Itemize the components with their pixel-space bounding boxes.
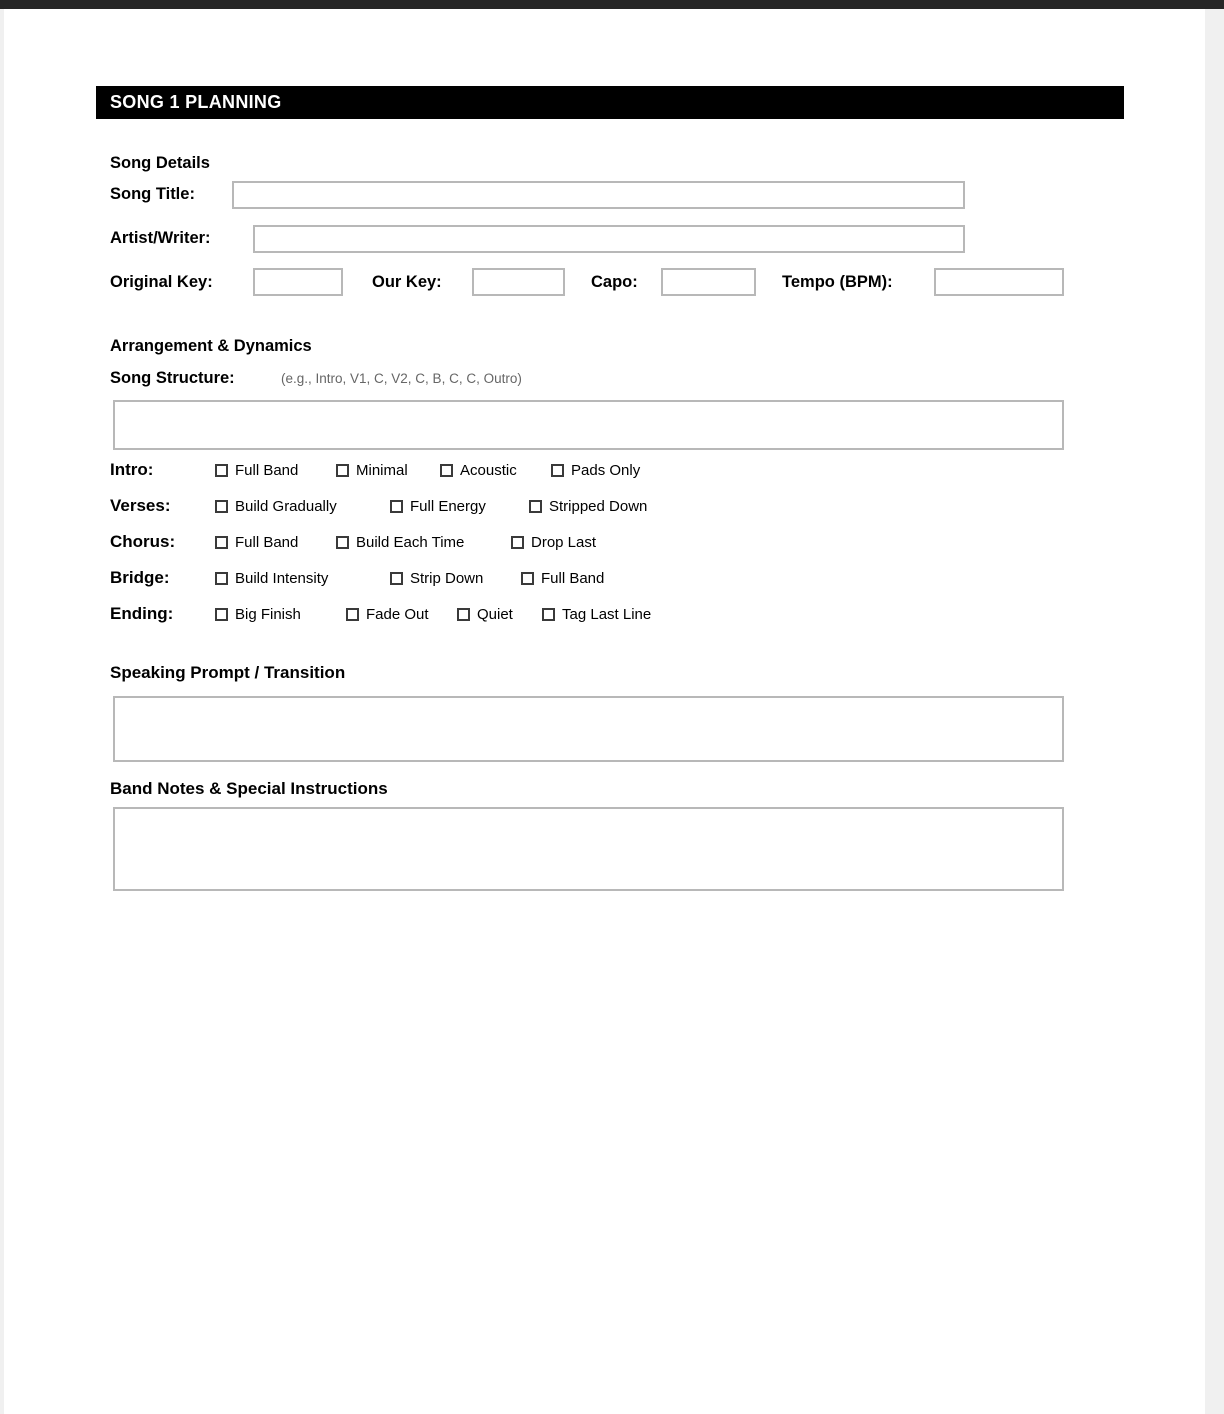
checkbox-row-chorus	[110, 531, 597, 553]
checkbox-option[interactable]	[511, 531, 596, 553]
speaking-prompt-heading: Speaking Prompt / Transition	[110, 663, 346, 682]
artist-writer-label: Artist/Writer:	[110, 229, 211, 247]
checkbox-option-label: Full Band	[235, 533, 299, 551]
checkbox-option[interactable]	[529, 495, 647, 517]
checkbox-option[interactable]	[346, 603, 429, 625]
checkbox-option[interactable]	[215, 603, 301, 625]
checkbox-icon[interactable]	[346, 608, 359, 621]
checkbox-option[interactable]	[521, 567, 604, 589]
song-title-label: Song Title:	[110, 185, 195, 203]
checkbox-row-verses	[110, 495, 648, 517]
checkbox-icon[interactable]	[215, 500, 228, 513]
checkbox-row-label: Verses:	[110, 496, 171, 515]
original-key-input[interactable]	[253, 268, 343, 296]
our-key-input[interactable]	[472, 268, 565, 296]
checkbox-option[interactable]	[215, 459, 298, 481]
page-sheet	[4, 9, 1205, 1414]
checkbox-option[interactable]	[215, 531, 298, 553]
checkbox-icon[interactable]	[551, 464, 564, 477]
checkbox-option-label: Fade Out	[366, 605, 429, 623]
checkbox-option-label: Pads Only	[571, 461, 641, 479]
checkbox-option-label: Minimal	[356, 461, 408, 479]
checkbox-icon[interactable]	[336, 536, 349, 549]
checkbox-option-label: Full Energy	[410, 497, 486, 515]
checkbox-option[interactable]	[215, 495, 337, 517]
checkbox-option-label: Build Each Time	[356, 533, 465, 551]
checkbox-icon[interactable]	[215, 572, 228, 585]
checkbox-option-label: Full Band	[541, 569, 605, 587]
checkbox-option-label: Stripped Down	[549, 497, 648, 515]
checkbox-icon[interactable]	[529, 500, 542, 513]
section-header-bar	[96, 86, 1124, 119]
tempo-bpm-label: Tempo (BPM):	[782, 273, 893, 291]
checkbox-option[interactable]	[336, 531, 464, 553]
checkbox-option-label: Quiet	[477, 605, 513, 623]
checkbox-option-label: Build Gradually	[235, 497, 337, 515]
checkbox-row-label: Chorus:	[110, 532, 176, 551]
checkbox-option-label: Acoustic	[460, 461, 517, 479]
checkbox-option[interactable]	[390, 495, 486, 517]
page-gutter-right	[1205, 9, 1224, 1414]
checkbox-option-label: Big Finish	[235, 605, 301, 623]
checkbox-icon[interactable]	[457, 608, 470, 621]
checkbox-option[interactable]	[390, 567, 483, 589]
checkbox-option[interactable]	[457, 603, 513, 625]
checkbox-icon[interactable]	[336, 464, 349, 477]
song-details-heading: Song Details	[110, 154, 210, 172]
checkbox-row-label: Intro:	[110, 460, 154, 479]
our-key-label: Our Key:	[372, 273, 442, 291]
checkbox-option[interactable]	[440, 459, 517, 481]
tempo-bpm-input[interactable]	[934, 268, 1064, 296]
band-notes-heading: Band Notes & Special Instructions	[110, 779, 388, 798]
checkbox-icon[interactable]	[511, 536, 524, 549]
original-key-label: Original Key:	[110, 273, 213, 291]
checkbox-icon[interactable]	[215, 608, 228, 621]
page-title: SONG 1 PLANNING	[110, 92, 282, 112]
arrangement-heading: Arrangement & Dynamics	[110, 337, 312, 355]
song-title-input[interactable]	[232, 181, 965, 209]
checkbox-icon[interactable]	[390, 572, 403, 585]
song-structure-textarea[interactable]	[113, 400, 1064, 450]
checkbox-option[interactable]	[542, 603, 651, 625]
checkbox-option-label: Tag Last Line	[562, 605, 652, 623]
checkbox-row-label: Bridge:	[110, 568, 170, 587]
band-notes-textarea[interactable]	[113, 807, 1064, 891]
checkbox-icon[interactable]	[440, 464, 453, 477]
capo-input[interactable]	[661, 268, 756, 296]
checkbox-row-ending	[110, 603, 652, 625]
checkbox-row-bridge	[110, 567, 605, 589]
checkbox-icon[interactable]	[521, 572, 534, 585]
checkbox-icon[interactable]	[390, 500, 403, 513]
checkbox-option-label: Build Intensity	[235, 569, 329, 587]
checkbox-option[interactable]	[551, 459, 640, 481]
capo-label: Capo:	[591, 273, 638, 291]
checkbox-option[interactable]	[215, 567, 328, 589]
checkbox-option-label: Strip Down	[410, 569, 484, 587]
song-structure-label: Song Structure:	[110, 369, 235, 387]
top-chrome-bar	[0, 0, 1224, 9]
checkbox-row-intro	[110, 459, 641, 481]
artist-writer-input[interactable]	[253, 225, 965, 253]
checkbox-option-label: Drop Last	[531, 533, 597, 551]
checkbox-icon[interactable]	[215, 464, 228, 477]
checkbox-option-label: Full Band	[235, 461, 299, 479]
song-structure-hint: (e.g., Intro, V1, C, V2, C, B, C, C, Outro)	[281, 371, 522, 386]
checkbox-icon[interactable]	[542, 608, 555, 621]
checkbox-icon[interactable]	[215, 536, 228, 549]
checkbox-row-label: Ending:	[110, 604, 174, 623]
speaking-prompt-textarea[interactable]	[113, 696, 1064, 762]
checkbox-option[interactable]	[336, 459, 408, 481]
